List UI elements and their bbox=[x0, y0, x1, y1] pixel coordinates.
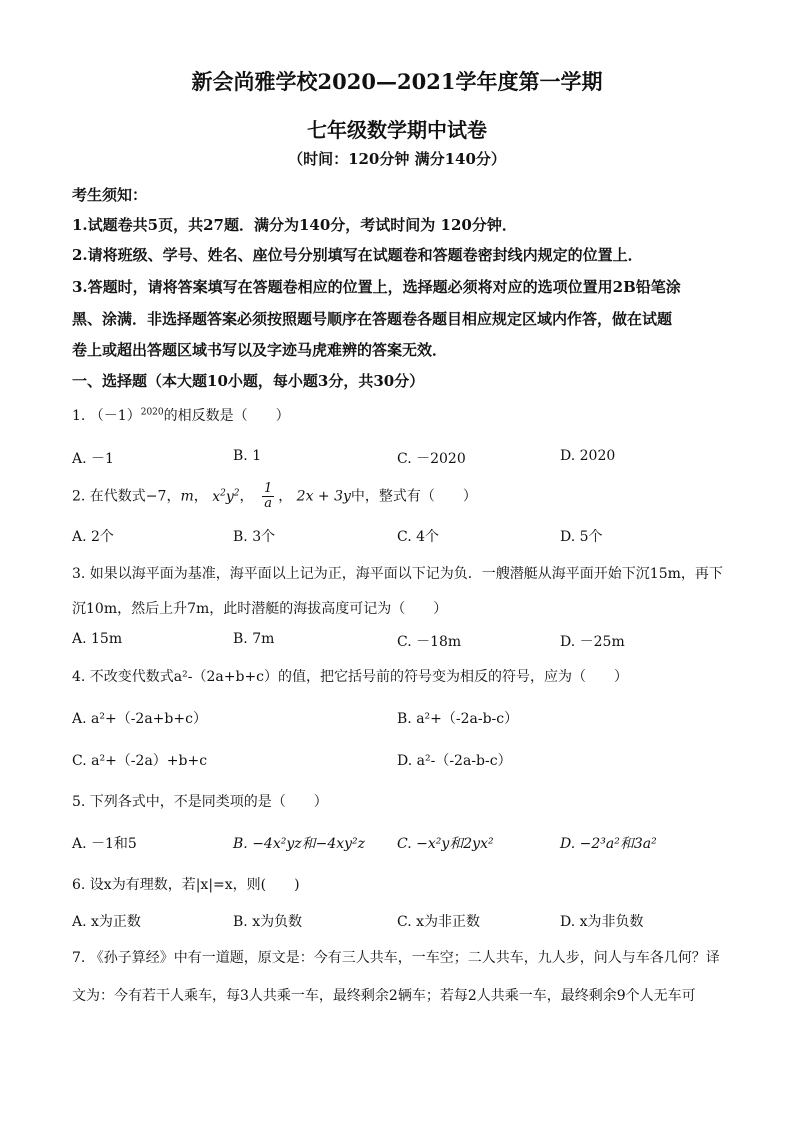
question-4: 4. 不改变代数式a²-（2a+b+c）的值，把它括号前的符号变为相反的符号，应为（ ） bbox=[72, 669, 629, 685]
exam-time-info: （时间：120分钟 满分140分） bbox=[288, 150, 506, 168]
q1-option-a: A. －1 bbox=[72, 451, 114, 467]
q1-option-d: D. 2020 bbox=[560, 448, 616, 464]
q1-option-c: C. －2020 bbox=[397, 451, 466, 467]
question-2: 2. 在代数式−7，m， $x^2y^2$， $\frac{1}{a}$ ， 2x + 3y中，整式有（ ） bbox=[72, 481, 477, 511]
question-6: 6. 设x为有理数，若|x|=x，则( ) bbox=[72, 877, 300, 893]
question-7-line-2: 文为：今有若干人乘车，每3人共乘一车，最终剩余2辆车；若每2人共乘一车，最终剩余9个人无车可 bbox=[72, 988, 696, 1004]
question-1: 1. $(-1)^{2020}$的相反数是（ ） bbox=[72, 407, 290, 424]
q4-option-c: C. a²+（-2a）+b+c bbox=[72, 753, 208, 769]
notice-line-3b: 黑、涂满．非选择题答案必须按照题号顺序在答题卷各题目相应规定区域内作答，做在试题 bbox=[72, 310, 673, 328]
question-3-line-1: 3. 如果以海平面为基准，海平面以上记为正，海平面以下记为负．一艘潜艇从海平面开始下沉15m，再下 bbox=[72, 566, 723, 582]
q1-option-b: B. 1 bbox=[233, 448, 262, 464]
q6-option-a: A. x为正数 bbox=[72, 914, 141, 930]
fraction-one-over-a: $\frac{1}{a}$ bbox=[263, 481, 273, 511]
q2-option-a: A. 2个 bbox=[72, 529, 114, 545]
question-3-line-2: 沉10m，然后上升7m，此时潜艇的海拔高度可记为（ ） bbox=[72, 601, 448, 617]
q4-option-d: D. a²-（-2a-b-c） bbox=[397, 753, 512, 769]
q5-option-a: A. －1和5 bbox=[72, 836, 137, 852]
question-5: 5. 下列各式中，不是同类项的是（ ） bbox=[72, 794, 328, 810]
school-title: 新会尚雅学校2020—2021学年度第一学期 bbox=[191, 69, 603, 94]
q6-option-d: D. x为非负数 bbox=[560, 914, 644, 930]
q2-option-d: D. 5个 bbox=[560, 529, 603, 545]
q4-option-b: B. a²+（-2a-b-c） bbox=[397, 711, 519, 727]
q2-option-c: C. 4个 bbox=[397, 529, 440, 545]
q6-option-c: C. x为非正数 bbox=[397, 914, 481, 930]
q4-option-a: A. a²+（-2a+b+c） bbox=[72, 711, 207, 727]
q3-option-a: A. 15m bbox=[72, 631, 123, 647]
notice-line-3a: 3.答题时，请将答案填写在答题卷相应的位置上，选择题必须将对应的选项位置用2B铅笔涂 bbox=[72, 278, 681, 296]
notice-line-1: 1.试题卷共5页，共27题．满分为140分，考试时间为 120分钟． bbox=[72, 216, 517, 234]
q5-option-d: D. −2³a²和3a² bbox=[560, 836, 657, 852]
q5-option-c: C. −x²y和2yx² bbox=[397, 836, 494, 852]
q3-option-d: D. －25m bbox=[560, 634, 625, 650]
q3-option-c: C. －18m bbox=[397, 634, 462, 650]
q3-option-b: B. 7m bbox=[233, 631, 275, 647]
notice-line-3c: 卷上或超出答题区域书写以及字迹马虎难辨的答案无效． bbox=[72, 341, 448, 359]
q2-option-b: B. 3个 bbox=[233, 529, 276, 545]
q5-option-b: B. −4x²yz和−4xy²z bbox=[233, 836, 366, 852]
exam-title: 七年级数学期中试卷 bbox=[307, 118, 487, 142]
notice-heading: 考生须知： bbox=[72, 186, 148, 204]
section-heading: 一、选择题（本大题10小题，每小题3分，共30分） bbox=[72, 372, 425, 390]
question-7-line-1: 7. 《孙子算经》中有一道题，原文是：今有三人共车，一车空；二人共车，九人步，问人与车各几何？译 bbox=[72, 950, 720, 966]
q6-option-b: B. x为负数 bbox=[233, 914, 303, 930]
notice-line-2: 2.请将班级、学号、姓名、座位号分别填写在试题卷和答题卷密封线内规定的位置上． bbox=[72, 246, 643, 264]
